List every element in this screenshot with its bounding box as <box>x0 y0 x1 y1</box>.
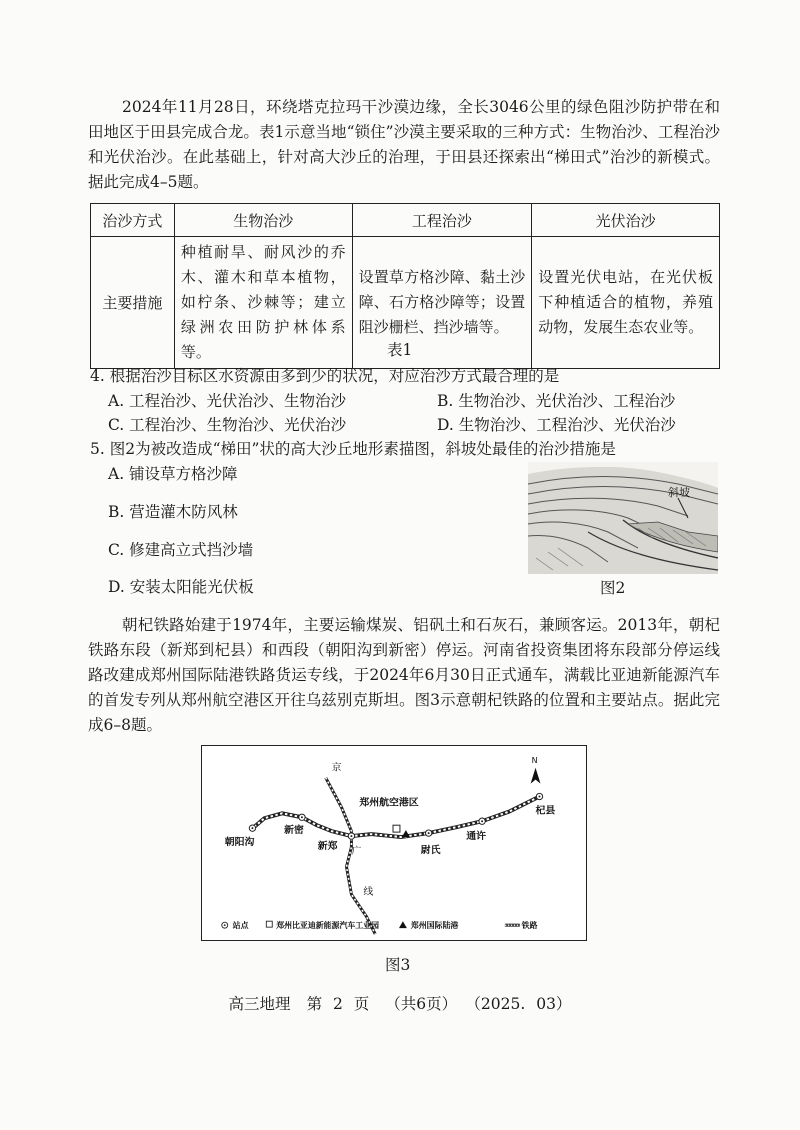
question-5-option-b: B. 营造灌木防风林 <box>108 503 238 521</box>
label-tongxu: 通许 <box>466 831 487 843</box>
question-4-option-a: A. 工程治沙、光伏治沙、生物治沙 <box>108 392 347 410</box>
intro-paragraph-2: 朝杞铁路始建于1974年，主要运输煤炭、铝矾土和石灰石，兼顾客运。2013年，朝杞铁路东段（新郑到杞县）和西段（朝阳沟到新密）停运。河南省投资集团将东段部分停运线路改建成郑州国际陆港铁路货运专线，于2024年6月30日正式通车，满载比亚迪新能源汽车的首发专列从郑州航空港区开往乌兹别克斯坦。图3示意朝杞铁路的位置和主要站点。据此完成6–8题。 <box>88 616 720 734</box>
footer-total: （共6页） <box>385 995 458 1013</box>
table-header-method: 治沙方式 <box>91 204 175 237</box>
table-cell-pv: 设置光伏电站，在光伏板下种植适合的植物，养殖动物，发展生态农业等。 <box>532 237 720 369</box>
question-4-option-d: D. 生物治沙、工程治沙、光伏治沙 <box>437 416 676 434</box>
table-row-label: 主要措施 <box>91 237 175 369</box>
figure-3-railway-map <box>201 745 587 941</box>
label-xian: 线 <box>363 886 374 898</box>
table-header-row <box>91 204 720 237</box>
legend-railway-label: 铁路 <box>521 921 538 931</box>
question-4-stem: 4. 根据治沙目标区水资源由多到少的状况，对应治沙方式最合理的是 <box>90 367 560 385</box>
question-4-option-b: B. 生物治沙、光伏治沙、工程治沙 <box>437 392 676 410</box>
footer-page: 第 2 页 <box>306 995 370 1013</box>
label-weishi: 尉氏 <box>420 844 441 856</box>
table-1-caption: 表1 <box>387 341 413 359</box>
question-4-option-c: C. 工程治沙、生物治沙、光伏治沙 <box>108 416 347 434</box>
footer-date: （2025. 03） <box>473 995 572 1013</box>
intro-paragraph-1: 2024年11月28日，环绕塔克拉玛干沙漠边缘，全长3046公里的绿色阻沙防护带在和田地区于田县完成合龙。表1示意当地“锁住”沙漠主要采取的三种方式：生物治沙、工程治沙和光伏治沙。在此基础上，针对高大沙丘的治理，于田县还探索出“梯田式”治沙的新模式。据此完成4–5题。 <box>88 98 720 191</box>
north-label: N <box>531 755 538 765</box>
figure-3-caption: 图3 <box>385 956 411 974</box>
legend-byd-icon <box>266 921 272 927</box>
table-header-bio: 生物治沙 <box>174 204 352 237</box>
figure-2-slope-label: 斜坡 <box>668 486 690 499</box>
label-xinzheng: 新郑 <box>317 840 338 852</box>
table-header-pv: 光伏治沙 <box>532 204 720 237</box>
label-xinmi: 新密 <box>284 825 304 837</box>
figure-2-dune-sketch <box>528 462 718 574</box>
intl-port-marker <box>402 830 410 837</box>
label-qixian: 杞县 <box>535 805 556 817</box>
legend-port-icon <box>399 921 407 928</box>
table-cell-engineering: 设置草方格沙障、黏土沙障、石方格沙障等；设置阻沙栅栏、挡沙墙等。 <box>352 237 532 369</box>
legend-port-label: 郑州国际陆港 <box>410 921 459 931</box>
question-5-stem: 5. 图2为被改造成“梯田”状的高大沙丘地形素描图，斜坡处最佳的治沙措施是 <box>90 440 616 458</box>
legend-station-label: 站点 <box>232 921 249 931</box>
legend-byd-label: 郑州比亚迪新能源汽车工业园 <box>276 921 379 931</box>
label-jing: 京 <box>331 762 342 774</box>
table-cell-bio: 种植耐旱、耐风沙的乔木、灌木和草本植物，如柠条、沙棘等；建立绿洲农田防护林体系等。 <box>174 237 352 369</box>
table-header-engineering: 工程治沙 <box>352 204 532 237</box>
footer-subject: 高三地理 <box>228 995 291 1013</box>
label-chaoyanggou: 朝阳沟 <box>224 836 255 848</box>
label-airport-zone: 郑州航空港区 <box>359 797 419 809</box>
question-5-option-d: D. 安装太阳能光伏板 <box>108 578 254 596</box>
figure-2-caption: 图2 <box>600 579 626 597</box>
north-arrow-icon <box>531 768 541 784</box>
byd-park-marker <box>393 825 400 832</box>
question-5-option-c: C. 修建高立式挡沙墙 <box>108 541 254 559</box>
label-guang: 广 <box>351 845 362 857</box>
page-footer <box>0 992 800 1014</box>
question-5-option-a: A. 铺设草方格沙障 <box>108 465 238 483</box>
